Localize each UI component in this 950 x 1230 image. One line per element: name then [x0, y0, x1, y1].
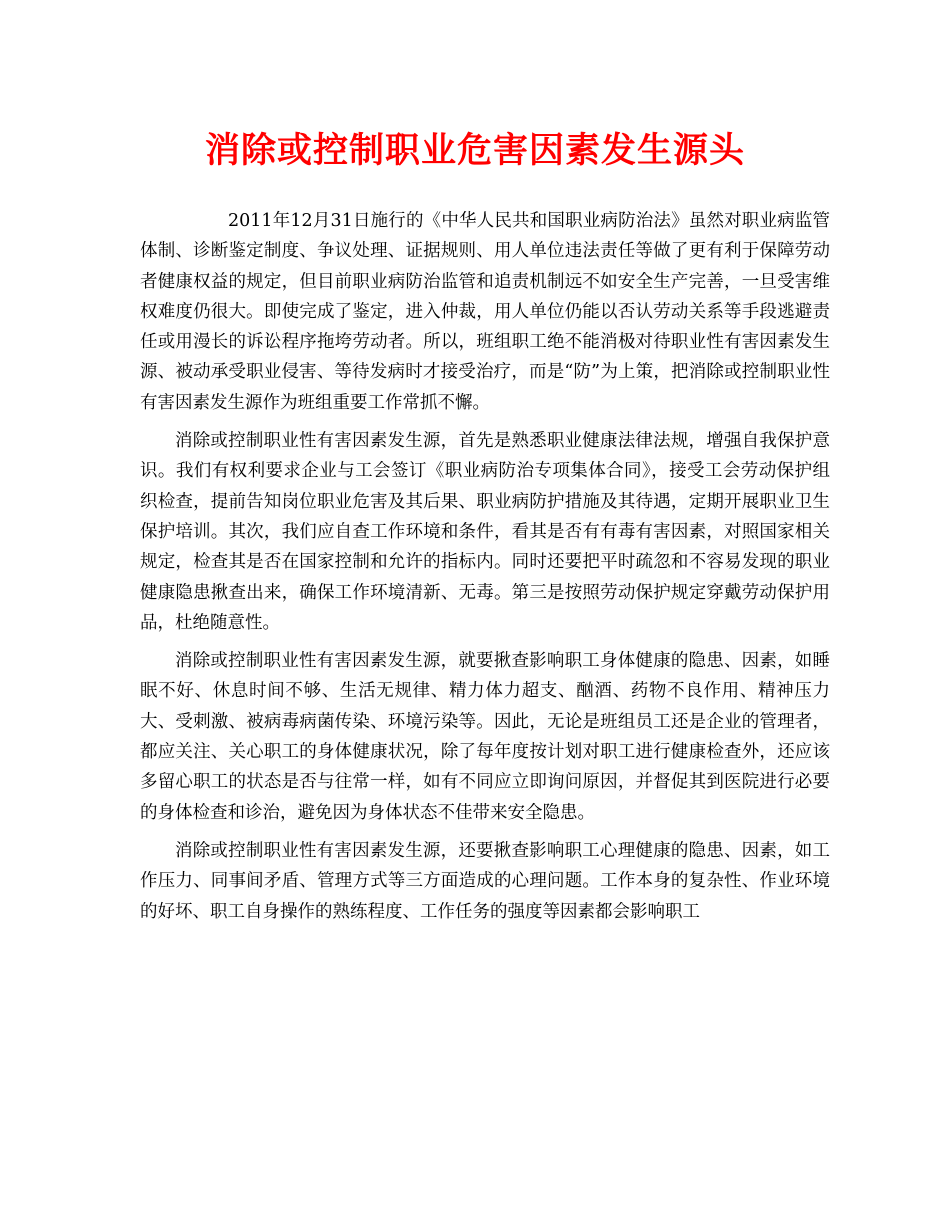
document-body — [140, 206, 830, 935]
document-title: 消除或控制职业危害因素发生源头 — [204, 130, 745, 171]
paragraph-3: 消除或控制职业性有害因素发生源，就要揪查影响职工身体健康的隐患、因素，如睡眠不好、休息时间不够、生活无规律、精力体力超支、酗酒、药物不良作用、精神压力大、受刺激、被病毒病菌传染、环境污染等。因此，无论是班组员工还是企业的管理者，都应关注、关心职工的身体健康状况，除了每年度按计划对职工进行健康检查外，还应该多留心职工的状态是否与往常一样，如有不同应立即询问原因，并督促其到医院进行必要的身体检查和诊治，避免因为身体状态不佳带来安全隐患。 — [140, 651, 830, 823]
paragraph-2: 消除或控制职业性有害因素发生源，首先是熟悉职业健康法律法规，增强自我保护意识。我们有权利要求企业与工会签订《职业病防治专项集体合同》，接受工会劳动保护组织检查，提前告知岗位职业危害及其后果、职业病防护措施及其待遇，定期开展职业卫生保护培训。其次，我们应自查工作环境和条件，看其是否有有毒有害因素，对照国家相关规定，检查其是否在国家控制和允许的指标内。同时还要把平时疏忽和不容易发现的职业健康隐患揪查出来，确保工作环境清新、无毒。第三是按照劳动保护规定穿戴劳动保护用品，杜绝随意性。 — [140, 431, 830, 633]
paragraph-4: 消除或控制职业性有害因素发生源，还要揪查影响职工心理健康的隐患、因素，如工作压力、同事间矛盾、管理方式等三方面造成的心理问题。工作本身的复杂性、作业环境的好坏、职工自身操作的熟练程度、工作任务的强度等因素都会影响职工 — [140, 840, 830, 922]
paragraph-1: 2011年12月31日施行的《中华人民共和国职业病防治法》虽然对职业病监管体制、诊断鉴定制度、争议处理、证据规则、用人单位违法责任等做了更有利于保障劳动者健康权益的规定，但目前职业病防治监管和追责机制远不如安全生产完善，一旦受害维权难度仍很大。即使完成了鉴定，进入仲裁，用人单位仍能以否认劳动关系等手段逃避责任或用漫长的诉讼程序拖垮劳动者。所以，班组职工绝不能消极对待职业性有害因素发生源、被动承受职业侵害、等待发病时才接受治疗，而是“防”为上策，把消除或控制职业性有害因素发生源作为班组重要工作常抓不懈。 — [140, 211, 830, 413]
